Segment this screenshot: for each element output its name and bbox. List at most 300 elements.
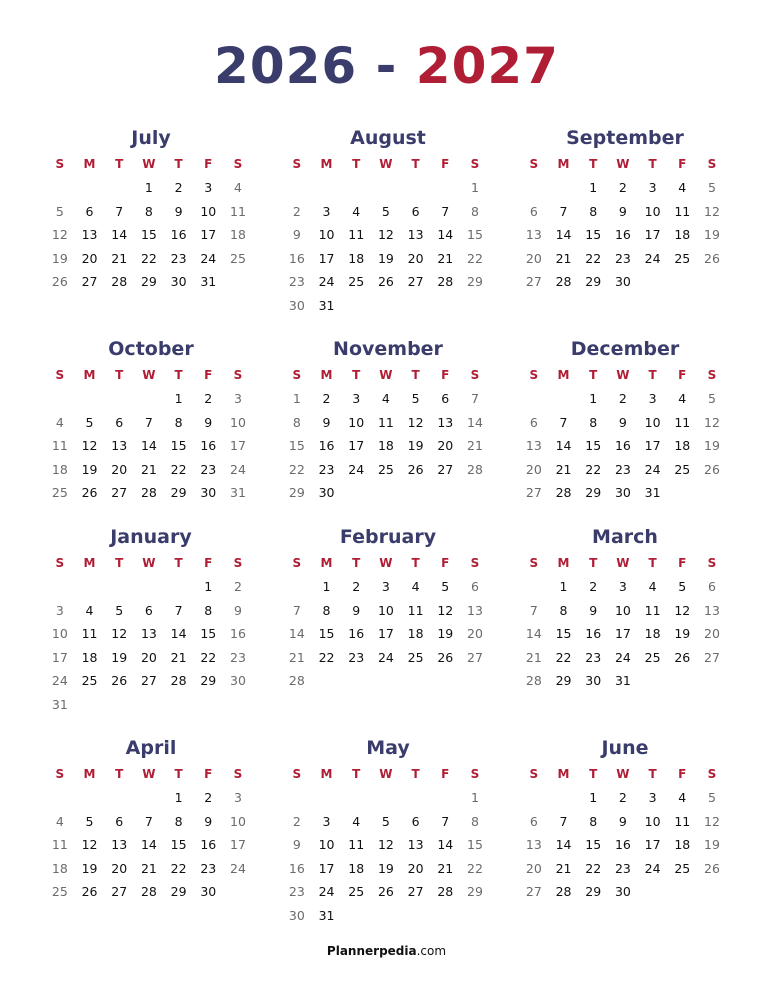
day-cell: 21 [140,860,157,876]
month-march [519,523,731,693]
day-cell: 22 [585,461,602,477]
day-cell: 11 [674,203,691,219]
week-row [45,646,257,670]
day-cell: 6 [115,414,124,430]
day-cell: 8 [144,203,153,219]
weekday-header [282,762,494,786]
day-cell: 16 [614,227,631,243]
day-cell: 11 [51,837,68,853]
day-cell: 28 [111,274,128,290]
day-cell: 25 [674,860,691,876]
day-cell: 16 [348,626,365,642]
day-cell: 10 [644,203,661,219]
day-cell: 10 [318,227,335,243]
day-cell: 10 [348,414,365,430]
day-cell: 30 [200,884,217,900]
day-cell: 9 [589,602,598,618]
day-cell: 27 [81,274,98,290]
day-cell: 26 [704,860,720,876]
day-cell: 3 [204,180,213,196]
day-cell: 3 [233,790,242,806]
day-cell: 21 [437,860,454,876]
day-cell: 23 [170,250,187,266]
day-cell: 8 [470,813,479,829]
day-cell: 30 [288,907,305,923]
weekday-label: W [616,368,630,382]
day-cell: 2 [204,790,213,806]
day-cell: 16 [200,837,217,853]
day-cell: 7 [559,414,568,430]
day-cell: 23 [288,274,305,290]
week-row [519,833,731,857]
weekday-label: S [707,368,717,382]
day-cell: 16 [288,860,305,876]
day-cell: 9 [292,837,301,853]
month-name: May [366,737,410,759]
day-cell: 16 [614,438,631,454]
weekday-label: S [292,767,302,781]
day-cell: 4 [648,579,657,595]
day-cell: 5 [55,203,64,219]
day-cell: 30 [170,274,187,290]
day-cell: 4 [85,602,94,618]
month-april [45,734,257,904]
day-cell: 7 [441,203,450,219]
weekday-header [282,551,494,575]
day-cell: 11 [644,602,661,618]
day-cell: 9 [233,602,242,618]
weekday-label: T [174,157,183,171]
day-cell: 17 [51,649,68,665]
weekday-label: M [557,556,570,570]
day-cell: 25 [377,461,394,477]
day-cell: 10 [377,602,394,618]
weekday-header [519,363,731,387]
weekday-label: M [320,368,333,382]
weekday-header [519,551,731,575]
weekday-header [282,363,494,387]
day-cell: 13 [704,602,720,618]
day-cell: 20 [81,250,98,266]
day-cell: 1 [144,180,153,196]
week-row [282,622,494,646]
day-cell: 18 [644,626,661,642]
weekday-label: T [352,157,361,171]
week-row [45,411,257,435]
day-cell: 18 [674,438,691,454]
day-cell: 9 [204,414,213,430]
week-row [45,387,257,411]
day-cell: 21 [467,438,483,454]
day-cell: 7 [559,813,568,829]
day-cell: 2 [174,180,183,196]
day-cell: 27 [407,274,424,290]
day-cell: 23 [614,461,631,477]
day-cell: 5 [115,602,124,618]
weekday-label: M [83,767,96,781]
day-cell: 17 [377,626,394,642]
day-cell: 24 [644,461,661,477]
day-cell: 27 [525,274,542,290]
day-cell: 7 [529,602,538,618]
day-cell: 20 [437,438,454,454]
day-cell: 3 [618,579,627,595]
weekday-label: T [352,556,361,570]
day-cell: 24 [644,250,661,266]
day-cell: 24 [230,461,246,477]
day-cell: 5 [85,813,94,829]
day-cell: 27 [437,461,454,477]
day-cell: 12 [51,227,68,243]
week-row [282,176,494,200]
day-cell: 15 [318,626,335,642]
day-cell: 5 [411,391,420,407]
week-row [519,481,731,505]
day-cell: 24 [318,884,335,900]
weekday-label: F [204,157,213,171]
day-cell: 17 [318,250,335,266]
day-cell: 9 [322,414,331,430]
day-cell: 12 [437,602,454,618]
day-cell: 10 [614,602,631,618]
day-cell: 26 [111,673,128,689]
weekday-label: S [529,368,539,382]
day-cell: 29 [585,485,602,501]
day-cell: 2 [292,813,301,829]
week-row [282,646,494,670]
day-cell: 27 [407,884,424,900]
week-row [519,880,731,904]
weekday-label: T [648,368,657,382]
day-cell: 23 [200,860,217,876]
day-cell: 22 [467,860,483,876]
day-cell: 29 [467,274,483,290]
day-cell: 17 [348,438,365,454]
day-cell: 12 [704,203,720,219]
day-cell: 28 [525,673,542,689]
weekday-label: S [529,157,539,171]
week-row [282,247,494,271]
day-cell: 31 [51,696,68,712]
day-cell: 6 [411,203,420,219]
day-cell: 29 [288,485,305,501]
weekday-label: M [320,556,333,570]
day-cell: 7 [470,391,479,407]
day-cell: 16 [170,227,187,243]
week-row [519,434,731,458]
day-cell: 3 [233,391,242,407]
day-cell: 9 [618,203,627,219]
day-cell: 2 [589,579,598,595]
day-cell: 16 [614,837,631,853]
day-cell: 19 [704,837,720,853]
day-cell: 17 [230,438,246,454]
week-row [282,387,494,411]
day-cell: 5 [441,579,450,595]
day-cell: 7 [144,414,153,430]
week-row [45,810,257,834]
weekday-label: M [83,368,96,382]
week-row [45,434,257,458]
month-january [45,523,257,716]
month-name: November [333,338,443,360]
day-cell: 9 [352,602,361,618]
day-cell: 6 [470,579,479,595]
day-cell: 12 [81,837,98,853]
weekday-label: W [379,767,393,781]
day-cell: 20 [111,860,128,876]
day-cell: 18 [407,626,424,642]
day-cell: 8 [292,414,301,430]
day-cell: 6 [115,813,124,829]
weekday-label: T [648,767,657,781]
weekday-label: S [470,157,480,171]
day-cell: 1 [559,579,568,595]
day-cell: 11 [348,227,365,243]
day-cell: 24 [614,649,631,665]
week-row [282,294,494,318]
day-cell: 27 [704,649,720,665]
month-name: April [125,737,177,759]
day-cell: 26 [81,485,98,501]
weekday-label: S [55,368,65,382]
weekday-label: F [441,368,450,382]
week-row [282,434,494,458]
title-year-end: 2027 [415,37,559,95]
day-cell: 9 [204,813,213,829]
day-cell: 12 [407,414,424,430]
week-row [282,833,494,857]
day-cell: 29 [200,673,217,689]
day-cell: 10 [644,813,661,829]
day-cell: 8 [589,203,598,219]
day-cell: 29 [140,274,157,290]
day-cell: 14 [140,837,157,853]
day-cell: 17 [644,438,661,454]
week-row [45,223,257,247]
month-name: September [566,127,684,149]
week-row [519,857,731,881]
week-row [519,176,731,200]
weekday-label: S [707,767,717,781]
day-cell: 16 [318,438,335,454]
day-cell: 2 [618,180,627,196]
day-cell: 3 [648,391,657,407]
week-row [519,599,731,623]
day-cell: 28 [467,461,483,477]
day-cell: 12 [81,438,98,454]
weekday-label: T [411,368,420,382]
day-cell: 30 [318,485,335,501]
week-row [45,458,257,482]
day-cell: 23 [614,250,631,266]
day-cell: 30 [585,673,602,689]
week-row [282,599,494,623]
weekday-label: F [678,767,687,781]
weekday-label: T [352,368,361,382]
day-cell: 4 [55,813,64,829]
day-cell: 15 [200,626,217,642]
weekday-label: F [678,556,687,570]
weekday-label: S [707,556,717,570]
day-cell: 9 [174,203,183,219]
day-cell: 29 [467,884,483,900]
month-name: February [339,526,437,548]
day-cell: 14 [437,837,454,853]
day-cell: 13 [140,626,157,642]
brand-name: Plannerpedia [326,944,417,958]
day-cell: 24 [348,461,365,477]
day-cell: 24 [318,274,335,290]
weekday-label: T [589,157,598,171]
day-cell: 18 [230,227,246,243]
weekday-label: S [470,767,480,781]
day-cell: 11 [81,626,98,642]
day-cell: 14 [555,837,572,853]
week-row [519,200,731,224]
weekday-label: M [83,556,96,570]
day-cell: 19 [437,626,454,642]
day-cell: 24 [200,250,217,266]
day-cell: 13 [437,414,454,430]
day-cell: 4 [678,391,687,407]
day-cell: 26 [704,461,720,477]
day-cell: 11 [51,438,68,454]
day-cell: 13 [111,438,128,454]
week-row [45,481,257,505]
day-cell: 6 [529,813,538,829]
weekday-label: W [379,556,393,570]
day-cell: 5 [707,391,716,407]
month-name: January [110,526,192,548]
day-cell: 19 [81,461,98,477]
week-row [519,387,731,411]
day-cell: 8 [204,602,213,618]
day-cell: 4 [411,579,420,595]
day-cell: 18 [81,649,98,665]
day-cell: 31 [318,297,335,313]
day-cell: 21 [288,649,305,665]
weekday-label: T [115,157,124,171]
weekday-label: W [142,368,156,382]
day-cell: 26 [81,884,98,900]
day-cell: 23 [288,884,305,900]
day-cell: 10 [200,203,217,219]
week-row [282,575,494,599]
title-separator: - [357,37,416,95]
day-cell: 28 [555,274,572,290]
week-row [519,270,731,294]
weekday-label: T [115,368,124,382]
day-cell: 19 [704,438,720,454]
day-cell: 26 [437,649,454,665]
day-cell: 15 [288,438,305,454]
week-row [519,810,731,834]
week-row [45,270,257,294]
day-cell: 30 [614,884,631,900]
day-cell: 28 [140,884,157,900]
day-cell: 19 [377,250,394,266]
day-cell: 12 [377,837,394,853]
day-cell: 10 [230,414,246,430]
day-cell: 15 [467,837,483,853]
day-cell: 29 [585,884,602,900]
week-row [282,458,494,482]
weekday-label: S [292,368,302,382]
weekday-label: T [648,157,657,171]
weekday-header [282,152,494,176]
week-row [45,833,257,857]
day-cell: 9 [618,813,627,829]
day-cell: 15 [585,227,602,243]
day-cell: 3 [55,602,64,618]
week-row [519,247,731,271]
week-row [45,786,257,810]
day-cell: 14 [170,626,187,642]
day-cell: 14 [555,227,572,243]
day-cell: 7 [559,203,568,219]
day-cell: 11 [230,203,246,219]
day-cell: 3 [381,579,390,595]
weekday-label: T [174,556,183,570]
day-cell: 31 [614,673,631,689]
weekday-label: S [292,157,302,171]
day-cell: 7 [292,602,301,618]
day-cell: 13 [111,837,128,853]
weekday-label: M [557,157,570,171]
weekday-label: F [441,157,450,171]
day-cell: 12 [704,813,720,829]
day-cell: 17 [200,227,217,243]
day-cell: 25 [348,884,365,900]
month-name: October [108,338,194,360]
day-cell: 15 [585,438,602,454]
day-cell: 1 [470,790,479,806]
day-cell: 1 [322,579,331,595]
week-row [519,646,731,670]
month-may [282,734,494,927]
title-year-start: 2026 [214,37,358,95]
day-cell: 31 [200,274,217,290]
day-cell: 5 [381,813,390,829]
weekday-header [45,551,257,575]
day-cell: 10 [318,837,335,853]
brand-tld: .com [416,944,447,958]
day-cell: 21 [170,649,187,665]
weekday-header [45,363,257,387]
day-cell: 17 [230,837,246,853]
day-cell: 13 [525,837,542,853]
day-cell: 5 [85,414,94,430]
day-cell: 31 [230,485,246,501]
day-cell: 11 [674,813,691,829]
day-cell: 15 [140,227,157,243]
day-cell: 8 [589,813,598,829]
week-row [519,622,731,646]
month-july [45,124,257,294]
week-row [45,880,257,904]
week-row [282,481,494,505]
weekday-label: T [589,368,598,382]
day-cell: 17 [644,837,661,853]
day-cell: 26 [377,884,394,900]
day-cell: 14 [288,626,305,642]
day-cell: 2 [322,391,331,407]
day-cell: 5 [707,180,716,196]
day-cell: 20 [467,626,483,642]
day-cell: 29 [170,485,187,501]
weekday-label: S [233,767,243,781]
